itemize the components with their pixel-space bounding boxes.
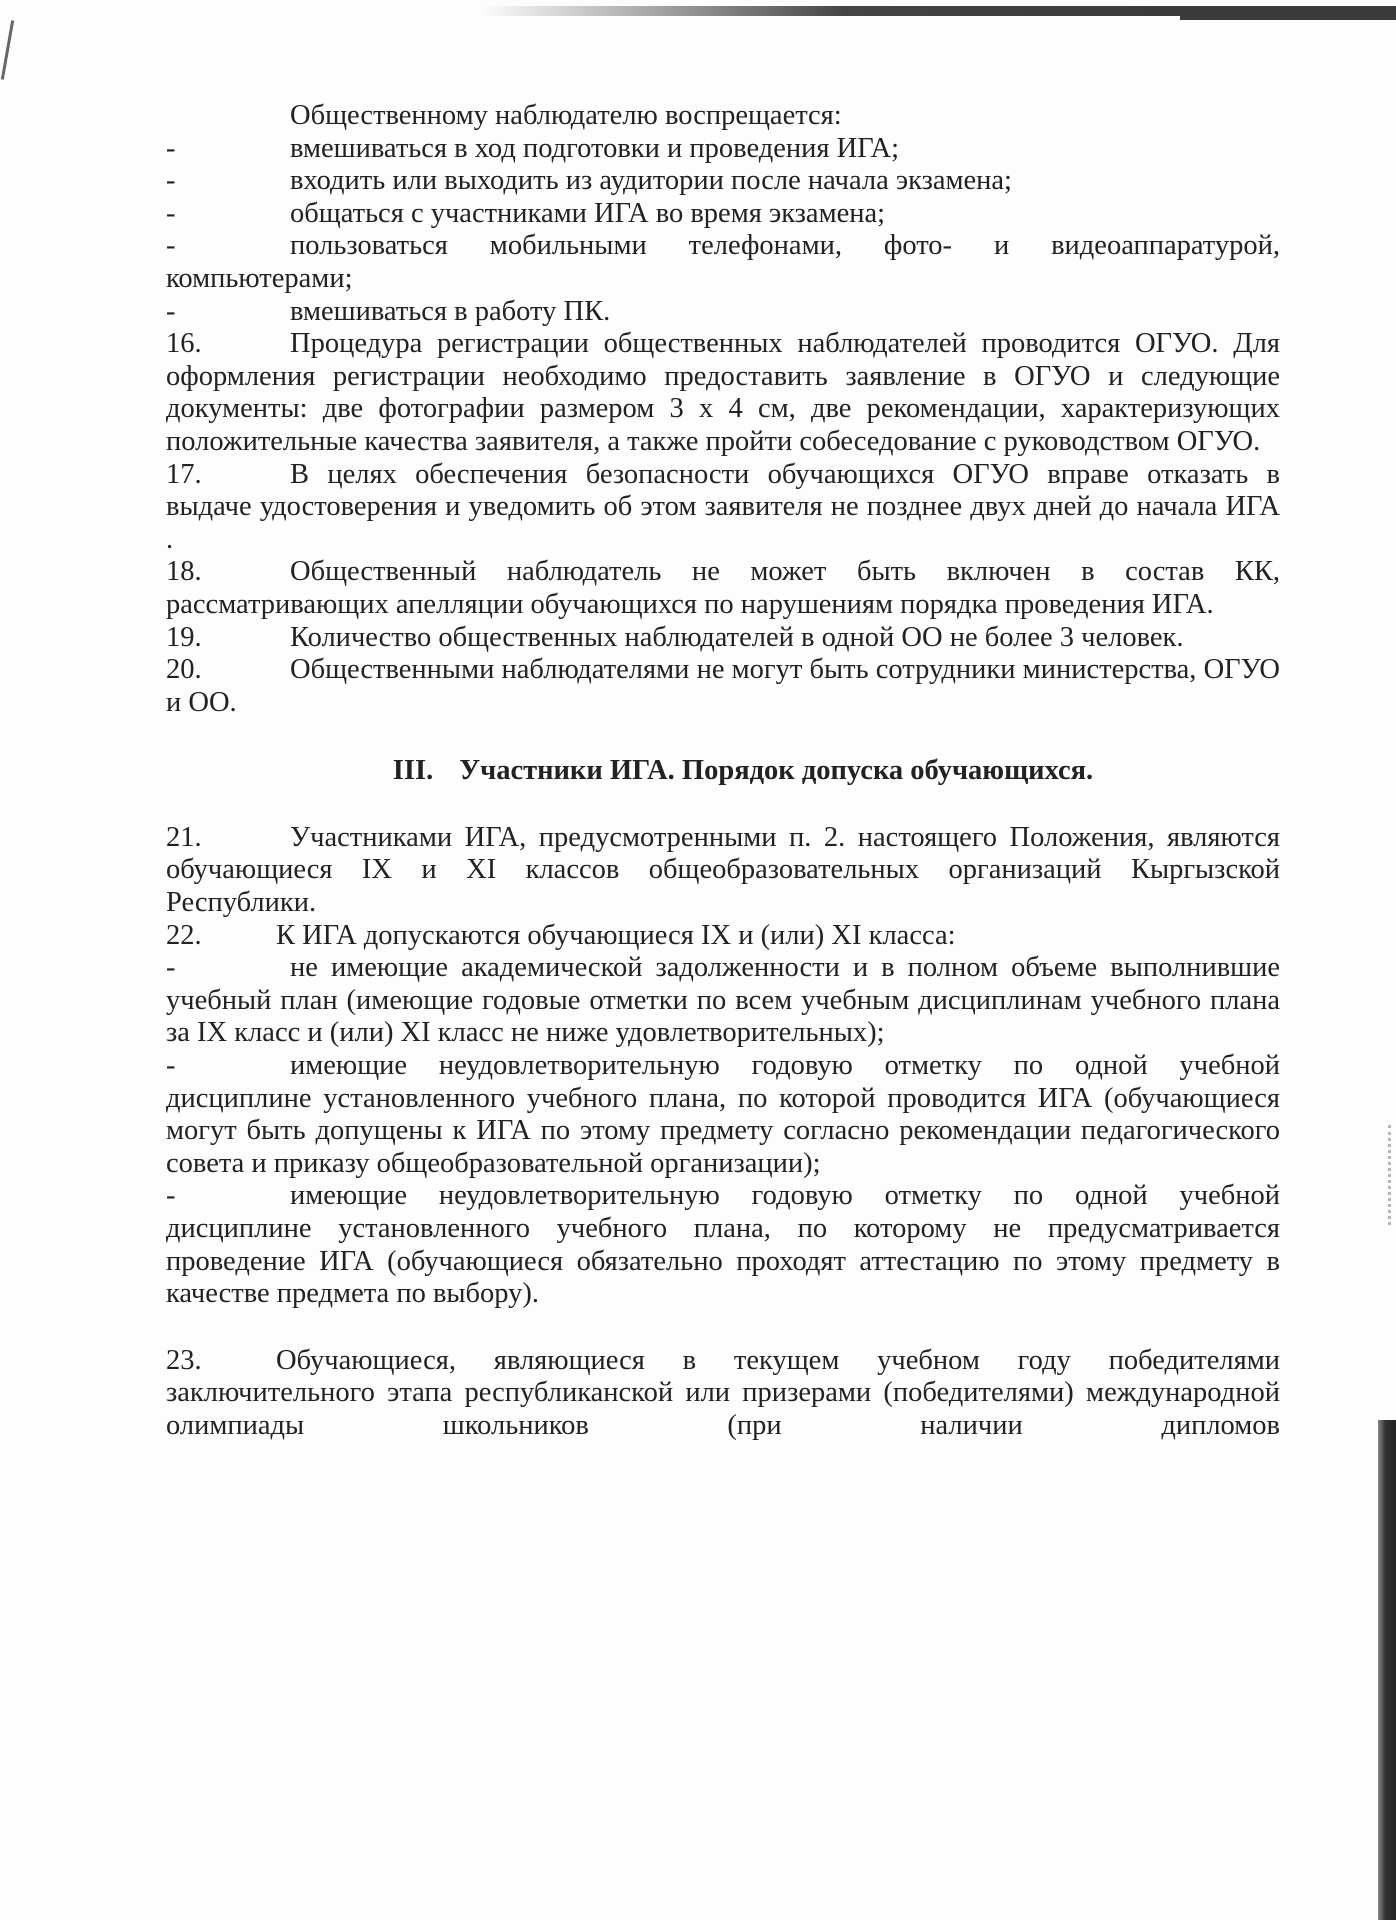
document-page	[166, 100, 1280, 1443]
clause-18: 18. Общественный наблюдатель не может быть включен в состав КК, рассматривающих апелляции обучающихся по нарушениям порядка проведения ИГА.	[166, 556, 1280, 620]
scan-edge-marks	[1388, 1125, 1396, 1225]
prohibition-item: - общаться с участниками ИГА во время экзамена;	[166, 197, 886, 229]
prohibition-item: - вмешиваться в ход подготовки и проведения ИГА;	[166, 132, 900, 164]
prohibition-item: - пользоваться мобильными телефонами, фото- и видеоаппаратурой, компьютерами;	[166, 230, 1280, 294]
clause-23: 23. Обучающиеся, являющиеся в текущем учебном году победителями заключительного этапа республиканской или призерами (победителями) международной олимпиады школьников (при наличии дипломов	[166, 1344, 1280, 1441]
clause-19: 19. Количество общественных наблюдателей в одной ОО не более 3 человек.	[166, 621, 1184, 653]
spacer	[166, 1311, 1280, 1345]
section-heading: III. Участники ИГА. Порядок допуска обучающихся.	[392, 755, 1094, 787]
clause-17: 17. В целях обеспечения безопасности обучающихся ОГУО вправе отказать в выдаче удостоверения и уведомить об этом заявителя не позднее двух дней до начала ИГА .	[166, 458, 1280, 555]
clause-21: 21. Участниками ИГА, предусмотренными п. 2. настоящего Положения, являются обучающиеся IX и XI классов общеобразовательных организаций Кыргызской Республики.	[166, 821, 1280, 919]
prohibition-item: - вмешиваться в работу ПК.	[166, 295, 611, 327]
prohibitions-intro: Общественному наблюдателю воспрещается:	[290, 100, 842, 131]
admission-item: - имеющие неудовлетворительную годовую отметку по одной учебной дисциплине установленного учебного плана, по которому не предусматривается проведение ИГА (обучающиеся обязательно проходят аттестацию по этому предмету в качестве предмета по выбору).	[166, 1180, 1280, 1310]
clause-22: 22. К ИГА допускаются обучающиеся IX и (или) XI класса:	[166, 919, 956, 951]
admission-item: - не имеющие академической задолженности и в полном объеме выполнившие учебный план (имеющие годовые отметки по всем учебным дисциплинам учебного плана за IX класс и (или) XI класс не ниже удовлетворительных);	[166, 952, 1280, 1049]
admission-item: - имеющие неудовлетворительную годовую отметку по одной учебной дисциплине установленного учебного плана, по которой проводится ИГА (обучающиеся могут быть допущены к ИГА по этому предмету согласно рекомендации педагогического совета и приказу общеобразовательной организации);	[166, 1050, 1280, 1179]
prohibition-item: - входить или выходить из аудитории после начала экзамена;	[166, 165, 1012, 197]
scan-edge-mark	[1, 20, 14, 80]
scan-edge-bar	[1378, 1420, 1396, 1920]
clause-20: 20. Общественными наблюдателями не могут быть сотрудники министерства, ОГУО и ОО.	[166, 654, 1280, 718]
clause-16: 16. Процедура регистрации общественных наблюдателей проводится ОГУО. Для оформления регистрации необходимо предоставить заявление в ОГУО и следующие документы: две фотографии размером 3 х 4 см, две рекомендации, характеризующих положительные качества заявителя, а также пройти собеседование с руководством ОГУО.	[166, 328, 1280, 457]
scan-edge-shadow-dark	[1180, 6, 1396, 20]
